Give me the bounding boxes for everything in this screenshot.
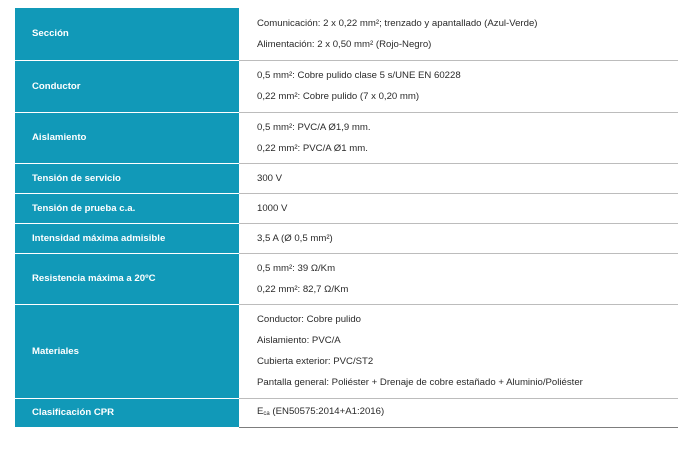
row-value-intensidad xyxy=(239,223,678,253)
row-value-resistencia xyxy=(239,253,678,304)
row-value-tension-prueba xyxy=(239,193,678,223)
table-row xyxy=(15,223,678,253)
row-value-clasificacion-cpr xyxy=(239,398,678,427)
value-line: 0,22 mm²: Cobre pulido (7 x 0,20 mm) xyxy=(257,91,420,102)
value-line: 0,22 mm²: 82,7 Ω/Km xyxy=(257,283,349,295)
value-line: Cubierta exterior: PVC/ST2 xyxy=(257,356,374,367)
row-label-tension-servicio: Tensión de servicio xyxy=(15,163,239,193)
value-line: 0,5 mm²: Cobre pulido clase 5 s/UNE EN 60228 xyxy=(257,70,461,81)
value-line: 0,5 mm²: 39 Ω/Km xyxy=(257,262,336,274)
value-line: Conductor: Cobre pulido xyxy=(257,314,361,325)
table-row xyxy=(15,398,678,427)
row-label-seccion: Sección xyxy=(15,8,239,60)
row-value-materiales xyxy=(239,304,678,398)
row-value-conductor xyxy=(239,60,678,112)
row-label-clasificacion-cpr: Clasificación CPR xyxy=(15,398,239,427)
cpr-norm: (EN50575:2014+A1:2016) xyxy=(269,405,385,417)
value-line: 0,5 mm²: PVC/A Ø1,9 mm. xyxy=(257,121,371,133)
row-label-resistencia: Resistencia máxima a 20ºC xyxy=(15,253,239,304)
row-label-materiales: Materiales xyxy=(15,304,239,398)
value-line: Comunicación: 2 x 0,22 mm²; trenzado y apantallado (Azul-Verde) xyxy=(257,17,538,29)
table-row xyxy=(15,8,678,60)
specifications-table xyxy=(15,8,678,428)
value-line: Pantalla general: Poliéster + Drenaje de cobre estañado + Aluminio/Poliéster xyxy=(257,377,583,388)
value-line: 3,5 A (Ø 0,5 mm²) xyxy=(257,232,333,244)
table-row xyxy=(15,253,678,304)
row-label-conductor: Conductor xyxy=(15,60,239,112)
row-label-intensidad: Intensidad máxima admisible xyxy=(15,223,239,253)
row-label-tension-prueba: Tensión de prueba c.a. xyxy=(15,193,239,223)
table-row xyxy=(15,112,678,163)
table-row xyxy=(15,304,678,398)
row-value-tension-servicio xyxy=(239,163,678,193)
table-row xyxy=(15,193,678,223)
value-line: Alimentación: 2 x 0,50 mm² (Rojo-Negro) xyxy=(257,38,432,50)
cpr-class: E xyxy=(257,405,264,417)
table-row xyxy=(15,163,678,193)
cpr-subscript: ca xyxy=(263,410,270,417)
row-label-aislamiento: Aislamiento xyxy=(15,112,239,163)
value-line: Aislamiento: PVC/A xyxy=(257,335,341,346)
cpr-value xyxy=(257,401,678,425)
value-line: 1000 V xyxy=(257,202,288,214)
table-row xyxy=(15,60,678,112)
row-value-aislamiento xyxy=(239,112,678,163)
row-value-seccion xyxy=(239,8,678,60)
value-line: 0,22 mm²: PVC/A Ø1 mm. xyxy=(257,142,368,154)
value-line: 300 V xyxy=(257,172,283,184)
